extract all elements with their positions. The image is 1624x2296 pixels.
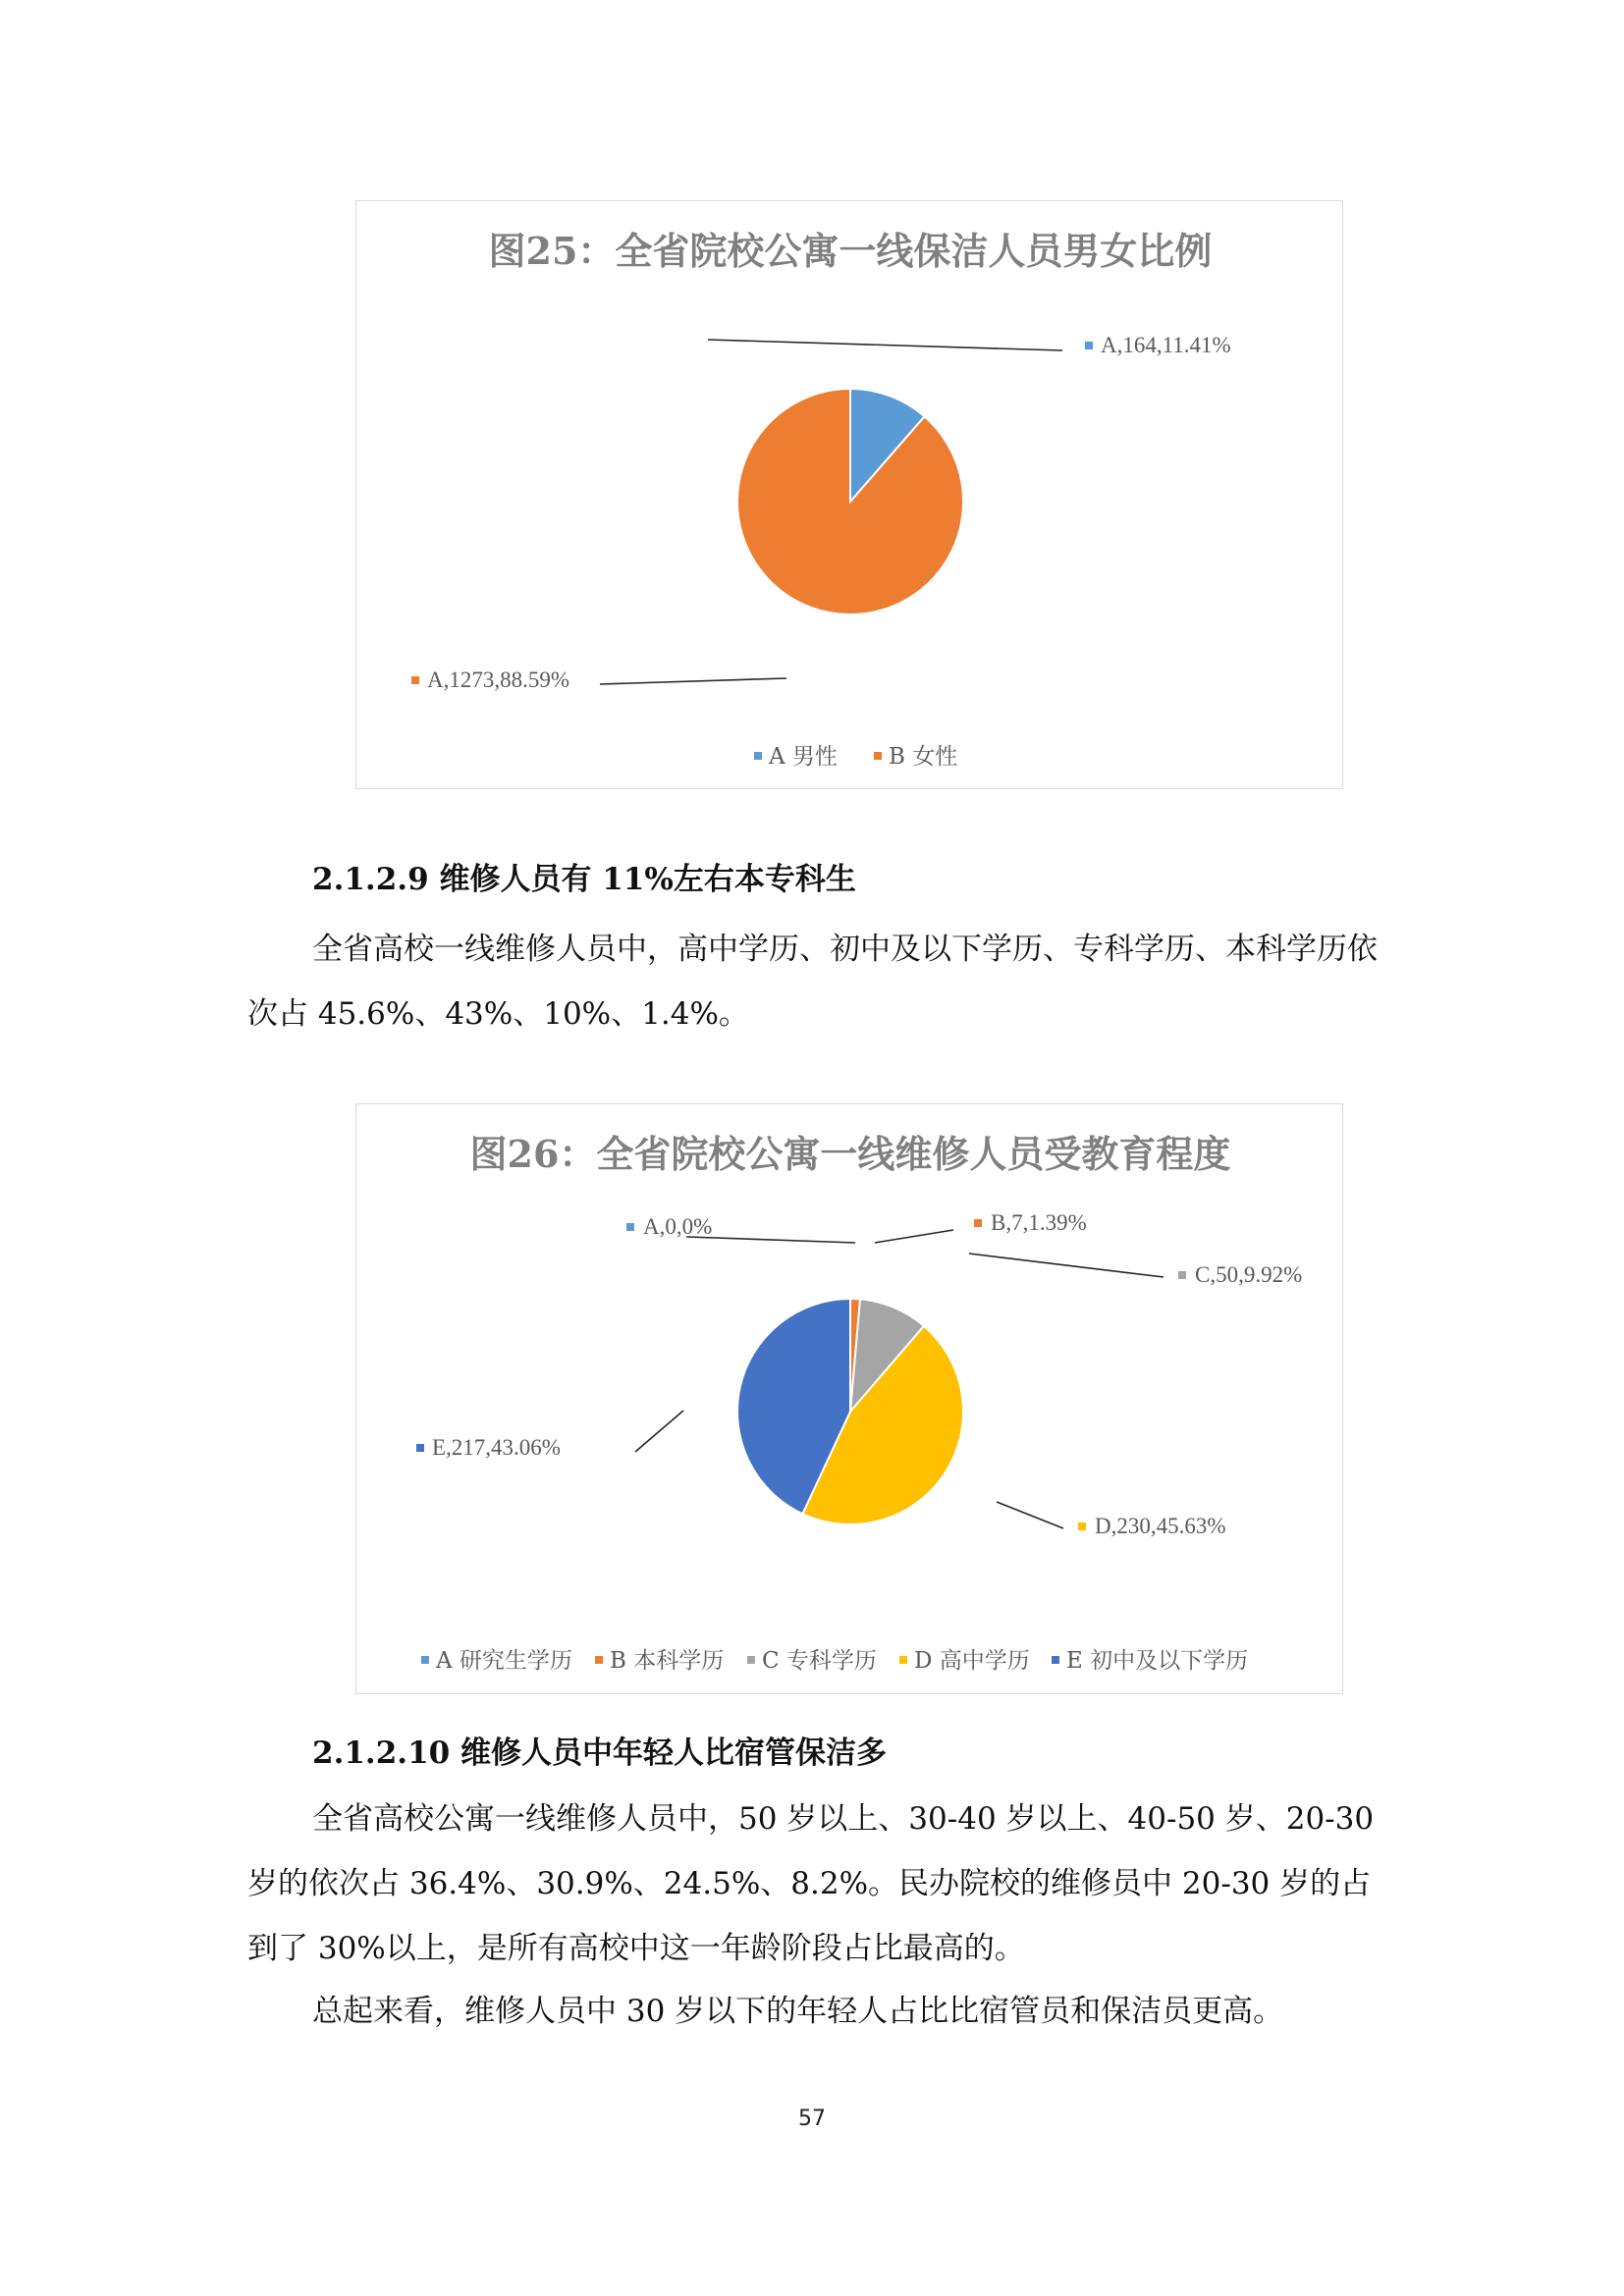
chart-25-title: 图25：全省院校公寓一线保洁人员男女比例 xyxy=(488,229,1213,273)
chart-26-legend-marker-d xyxy=(899,1656,907,1664)
chart-25-leader-b xyxy=(600,678,786,684)
chart-26-legend-d: D 高中学历 xyxy=(914,1648,1030,1674)
chart-26-svg xyxy=(356,1104,1344,1695)
chart-25 xyxy=(355,200,1343,789)
chart-26-legend-e: E 初中及以下学历 xyxy=(1066,1648,1249,1674)
chart-26-label-c-marker xyxy=(1178,1271,1186,1279)
chart-26-label-b-marker xyxy=(974,1219,982,1227)
chart-25-slices xyxy=(737,389,963,614)
chart-26-legend-marker-b xyxy=(595,1656,603,1664)
chart-26-legend xyxy=(421,1648,1248,1674)
chart-25-label-a: A,164,11.41% xyxy=(1101,333,1231,357)
chart-26-legend-marker-a xyxy=(421,1656,429,1664)
page-number: 57 xyxy=(798,2107,826,2131)
chart-25-svg xyxy=(356,201,1344,790)
chart-26-legend-c: C 专科学历 xyxy=(762,1648,877,1674)
chart-26-title: 图26：全省院校公寓一线维修人员受教育程度 xyxy=(469,1132,1231,1176)
chart-26-legend-a: A 研究生学历 xyxy=(436,1648,572,1674)
chart-26-label-d: D,230,45.63% xyxy=(1095,1514,1226,1538)
chart-26-label-d-marker xyxy=(1078,1522,1086,1530)
chart-25-label-b: A,1273,88.59% xyxy=(427,667,570,692)
chart-26-leader-b xyxy=(875,1230,953,1243)
chart-26-label-b: B,7,1.39% xyxy=(991,1210,1087,1235)
chart-26-label-e-marker xyxy=(416,1444,424,1452)
paragraph-education: 全省高校一线维修人员中，高中学历、初中及以下学历、专科学历、本科学历依次占 45.6%、43%、10%、1.4%。 xyxy=(247,932,1378,1032)
chart-25-legend-marker-b xyxy=(874,752,882,760)
section-heading-2-1-2-10: 2.1.2.10 维修人员中年轻人比宿管保洁多 xyxy=(312,1735,888,1771)
chart-26-legend-b: B 本科学历 xyxy=(610,1648,725,1674)
chart-26-label-a-marker xyxy=(626,1223,634,1231)
chart-26-legend-marker-c xyxy=(747,1656,755,1664)
section-heading-2-1-2-9: 2.1.2.9 维修人员有 11%左右本专科生 xyxy=(312,862,856,897)
chart-25-legend xyxy=(754,744,957,770)
chart-26-label-e: E,217,43.06% xyxy=(432,1435,561,1460)
chart-26-label-c: C,50,9.92% xyxy=(1195,1262,1303,1287)
chart-26 xyxy=(355,1103,1343,1694)
paragraph-age: 全省高校公寓一线维修人员中，50 岁以上、30-40 岁以上、40-50 岁、20-30 岁的依次占 36.4%、30.9%、24.5%、8.2%。民办院校的维修员中 20-30 岁的占到了 30%以上，是所有高校中这一年龄阶段占比最高的。 xyxy=(247,1801,1375,1966)
chart-25-legend-b: B 女性 xyxy=(889,744,958,770)
chart-25-label-a-marker xyxy=(1085,342,1093,349)
chart-26-slices xyxy=(737,1299,963,1524)
paragraph-summary: 总起来看，维修人员中 30 岁以下的年轻人占比比宿管员和保洁员更高。 xyxy=(312,1994,1284,2029)
chart-26-legend-marker-e xyxy=(1052,1656,1059,1664)
chart-25-slice-b xyxy=(737,389,963,614)
chart-25-label-b-marker xyxy=(411,676,419,684)
chart-26-leader-e xyxy=(635,1411,683,1452)
chart-25-leader-a xyxy=(708,340,1062,350)
chart-26-leader-d xyxy=(997,1502,1063,1528)
chart-25-legend-marker-a xyxy=(754,752,762,760)
chart-26-label-a: A,0,0% xyxy=(643,1214,713,1239)
chart-25-legend-a: A 男性 xyxy=(769,744,838,770)
chart-26-leader-c xyxy=(969,1254,1164,1277)
